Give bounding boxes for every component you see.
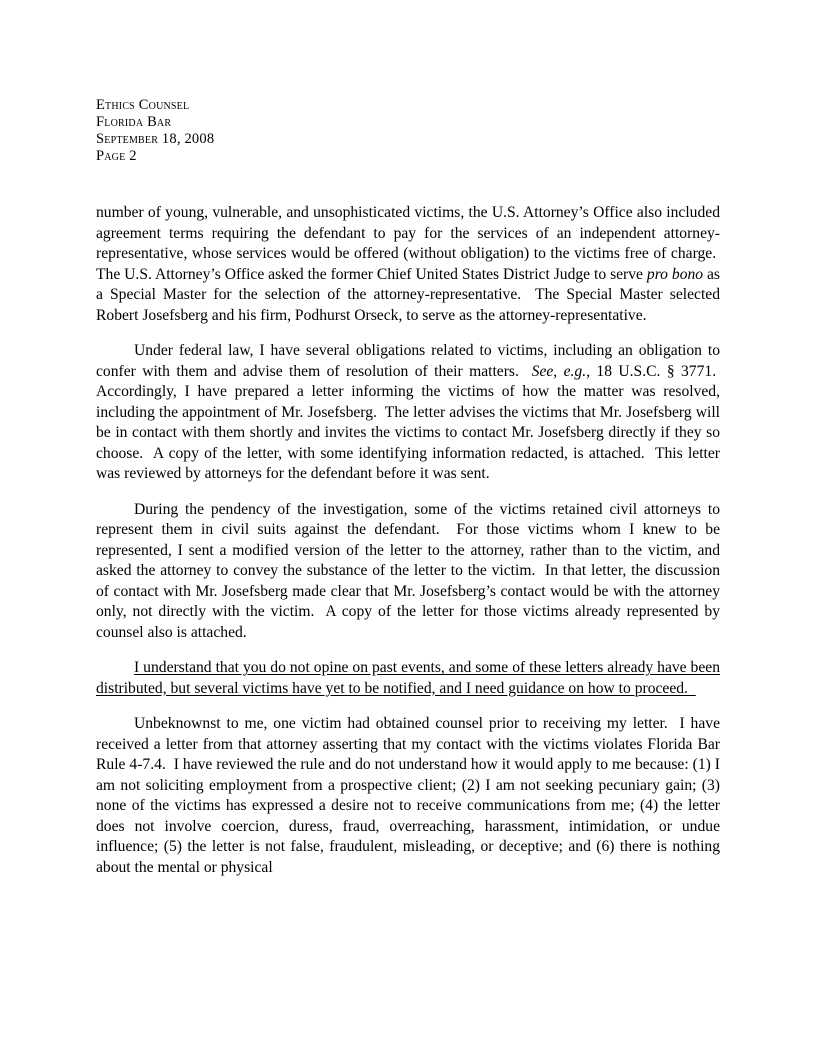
header-line-page-number: Page 2 — [96, 148, 137, 164]
paragraph-continuation — [96, 203, 720, 326]
header-line-organization: Florida Bar — [96, 114, 172, 130]
text-run: number of young, vulnerable, and unsophisticated victims, the U.S. Attorney’s Office also included agreement terms requiring the defendant to pay for the services of an independent attorney-representative, whose services would be offered (without obligation) to the victims free of charge. The U.S. Attorney’s Office asked the former Chief United States District Judge to serve — [96, 204, 720, 283]
paragraph-guidance-request — [96, 658, 720, 699]
text-run: Under federal law, I have several obligations related to victims, including an obligation to confer with them and advise them of resolution of their matters. — [96, 342, 720, 380]
underlined-run: I understand that you do not opine on past events, and some of these letters already have been distributed, but several victims have yet to be notified, and I need guidance on how to proceed. — [96, 659, 720, 697]
text-run: During the pendency of the investigation, some of the victims retained civil attorneys to represent them in civil suits against the defendant. For those victims whom I knew to be represented, I sent a modified version of the letter to the attorney, rather than to the victim, and asked the attorney to convey the substance of the letter to the victim. In that letter, the discussion of contact with Mr. Josefsberg made clear that Mr. Josefsberg’s contact would be with the attorney only, not directly with the victim. A copy of the letter for those victims already represented by counsel also is attached. — [96, 500, 720, 641]
header-line-recipient: Ethics Counsel — [96, 97, 190, 113]
header-line-date: September 18, 2008 — [96, 131, 215, 147]
text-run: 18 U.S.C. § 3771. Accordingly, I have prepared a letter informing the victims of how the matter was resolved, including the appointment of Mr. Josefsberg. The letter advises the victims that Mr. Josefsberg will be in contact with them shortly and invites the victims to contact Mr. Josefsberg directly if they so choose. A copy of the letter, with some identifying information redacted, is attached. This letter was reviewed by attorneys for the defendant before it was sent. — [96, 362, 720, 482]
text-run: Unbeknownst to me, one victim had obtained counsel prior to receiving my letter. I have received a letter from that attorney asserting that my contact with the victims violates Florida Bar Rule 4-7.4. I have reviewed the rule and do not understand how it would apply to me because: (1) I am not soliciting employment from a prospective client; (2) I am not seeking pecuniary gain; (3) none of the victims has expressed a desire not to receive communications from me; (4) the letter does not involve coercion, duress, fraud, overreaching, harassment, intimidation, or undue influence; (5) the letter is not false, fraudulent, misleading, or deceptive; and (6) there is nothing about the mental or physical — [96, 715, 720, 876]
body-text — [96, 203, 720, 878]
italic-run: See, e.g., — [531, 362, 591, 380]
page-content — [96, 97, 720, 893]
text-run: as a Special Master for the selection of the attorney-representative. The Special Master selected Robert Josefsberg and his firm, Podhurst Orseck, to serve as the attorney-representative. — [96, 265, 721, 324]
paragraph-federal-law-obligations — [96, 341, 720, 485]
paragraph-pendency-civil-attorneys — [96, 500, 720, 644]
paragraph-rule-474-analysis — [96, 714, 720, 878]
italic-run: pro bono — [646, 265, 704, 283]
letterhead — [96, 97, 720, 165]
